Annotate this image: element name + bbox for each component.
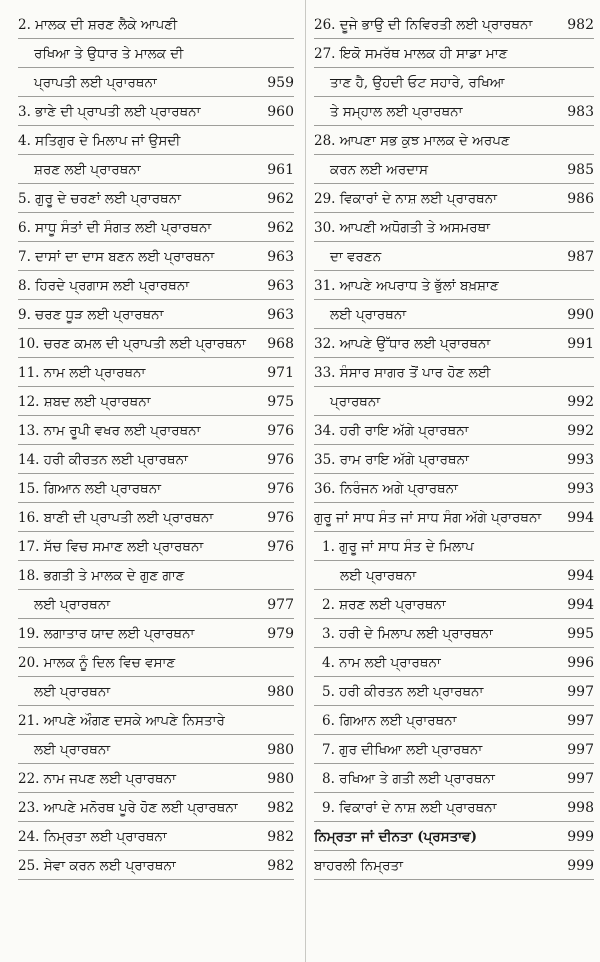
toc-entry-title: 21. ਆਪਣੇ ਔਗਣ ਦਸਕੇ ਆਪਣੇ ਨਿਸਤਾਰੇ (18, 713, 225, 729)
toc-page-number: 962 (267, 191, 294, 207)
toc-line (314, 561, 594, 590)
toc-entry (314, 590, 594, 619)
toc-line (314, 126, 594, 155)
toc-entry-title: 2. ਸ਼ਰਣ ਲਈ ਪ੍ਰਾਰਥਨਾ (322, 597, 446, 613)
toc-page-number: 980 (267, 742, 294, 758)
toc-line (314, 213, 594, 242)
toc-entry-title: 29. ਵਿਕਾਰਾਂ ਦੇ ਨਾਸ਼ ਲਈ ਪ੍ਰਾਰਥਨਾ (314, 191, 498, 207)
toc-page-number: 980 (267, 771, 294, 787)
toc-page-number: 976 (267, 539, 294, 555)
toc-line (18, 677, 294, 706)
toc-entry-title: ਕਰਨ ਲਈ ਅਰਦਾਸ (330, 162, 429, 178)
toc-page-number: 995 (567, 626, 594, 642)
toc-left-column (18, 10, 294, 880)
toc-entry (314, 619, 594, 648)
toc-entry-title: 20. ਮਾਲਕ ਨੂੰ ਦਿਲ ਵਿਚ ਵਸਾਣ (18, 655, 176, 671)
toc-entry-title: 28. ਆਪਣਾ ਸਭ ਕੁਝ ਮਾਲਕ ਦੇ ਅਰਪਣ (314, 133, 510, 149)
toc-entry (18, 387, 294, 416)
toc-line (18, 648, 294, 677)
toc-page-number: 996 (567, 655, 594, 671)
toc-entry-title: 30. ਆਪਣੀ ਅਧੋਗਤੀ ਤੇ ਅਸਮਰਥਾ (314, 220, 491, 236)
toc-entry-title: 8. ਰਖਿਆ ਤੇ ਗਤੀ ਲਈ ਪ੍ਰਾਰਥਨਾ (322, 771, 495, 787)
toc-entry-title: 7. ਗੁਰ ਦੀਖਿਆ ਲਈ ਪ੍ਰਾਰਥਨਾ (322, 742, 483, 758)
toc-page-number: 985 (567, 162, 594, 178)
toc-entry-title: ਲਈ ਪ੍ਰਾਰਥਨਾ (34, 597, 111, 613)
toc-entry-title: 6. ਸਾਧੂ ਸੰਤਾਂ ਦੀ ਸੰਗਤ ਲਈ ਪ੍ਰਾਰਥਨਾ (18, 220, 212, 236)
toc-page-number: 971 (267, 365, 294, 381)
toc-entry-title: 15. ਗਿਆਨ ਲਈ ਪ੍ਰਾਰਥਨਾ (18, 481, 162, 497)
toc-entry-title: 22. ਨਾਮ ਜਪਣ ਲਈ ਪ੍ਰਾਰਥਨਾ (18, 771, 176, 787)
toc-line (314, 793, 594, 822)
toc-entry (18, 822, 294, 851)
toc-line (314, 387, 594, 416)
toc-entry-title: 7. ਦਾਸਾਂ ਦਾ ਦਾਸ ਬਣਨ ਲਈ ਪ੍ਰਾਰਥਨਾ (18, 249, 215, 265)
toc-entry-title: 3. ਹਰੀ ਦੇ ਮਿਲਾਪ ਲਈ ਪ੍ਰਾਰਥਨਾ (322, 626, 493, 642)
toc-entry-title: 18. ਭਗਤੀ ਤੇ ਮਾਲਕ ਦੇ ਗੁਣ ਗਾਣ (18, 568, 185, 584)
toc-entry-title: ਪ੍ਰਾਰਥਨਾ (330, 394, 381, 410)
toc-line (18, 10, 294, 39)
toc-entry-title: 6. ਗਿਆਨ ਲਈ ਪ੍ਰਾਰਥਨਾ (322, 713, 457, 729)
toc-line (314, 416, 594, 445)
toc-entry-title: 33. ਸੰਸਾਰ ਸਾਗਰ ਤੋਂ ਪਾਰ ਹੋਣ ਲਈ (314, 365, 491, 381)
toc-line (18, 561, 294, 590)
toc-page-number: 994 (567, 568, 594, 584)
toc-line (314, 677, 594, 706)
toc-entry-title: 8. ਹਿਰਦੇ ਪ੍ਰਗਾਸ ਲਈ ਪ੍ਰਾਰਥਨਾ (18, 278, 190, 294)
toc-line (18, 126, 294, 155)
toc-entry-title: ਤਾਣ ਹੈ, ਉਹਦੀ ਓਟ ਸਹਾਰੇ, ਰਖਿਆ (330, 75, 505, 91)
toc-page-number: 977 (267, 597, 294, 613)
toc-entry-title: 26. ਦੂਜੇ ਭਾਉ ਦੀ ਨਿਵਿਰਤੀ ਲਈ ਪ੍ਰਾਰਥਨਾ (314, 17, 533, 33)
toc-entry-title: ਦਾ ਵਰਣਨ (330, 249, 382, 265)
toc-entry (314, 793, 594, 822)
toc-entry-title: ਤੇ ਸਮ੍ਹਾਲ ਲਈ ਪ੍ਰਾਰਥਨਾ (330, 104, 463, 120)
toc-entry-title: 25. ਸੇਵਾ ਕਰਨ ਲਈ ਪ੍ਰਾਰਥਨਾ (18, 858, 176, 874)
toc-entry-title: ਲਈ ਪ੍ਰਾਰਥਨਾ (34, 742, 111, 758)
toc-line (314, 619, 594, 648)
toc-line (18, 445, 294, 474)
toc-line (18, 416, 294, 445)
toc-entry (18, 619, 294, 648)
toc-entry-title: ਰਖਿਆ ਤੇ ਉਧਾਰ ਤੇ ਮਾਲਕ ਦੀ (34, 46, 184, 62)
toc-entry (314, 358, 594, 416)
toc-page-number: 980 (267, 684, 294, 700)
toc-line (314, 68, 594, 97)
toc-entry (18, 271, 294, 300)
toc-entry (18, 213, 294, 242)
toc-entry (18, 126, 294, 184)
toc-entry (314, 677, 594, 706)
toc-line (314, 590, 594, 619)
toc-entry (18, 706, 294, 764)
toc-page-number: 963 (267, 278, 294, 294)
toc-entry-title: 35. ਰਾਮ ਰਾਇ ਅੱਗੇ ਪ੍ਰਾਰਥਨਾ (314, 452, 469, 468)
toc-line (314, 851, 594, 880)
toc-page-number: 982 (567, 17, 594, 33)
toc-line (18, 300, 294, 329)
toc-page-number: 987 (567, 249, 594, 265)
toc-page-number: 990 (567, 307, 594, 323)
toc-line (314, 329, 594, 358)
toc-page-number: 986 (567, 191, 594, 207)
toc-line (314, 735, 594, 764)
toc-line (18, 822, 294, 851)
toc-entry-title: ਗੁਰੂ ਜਾਂ ਸਾਧ ਸੰਤ ਜਾਂ ਸਾਧ ਸੰਗ ਅੱਗੇ ਪ੍ਰਾਰਥਨਾ (314, 510, 542, 526)
toc-entry (314, 735, 594, 764)
toc-entry-title: ਪ੍ਰਾਪਤੀ ਲਈ ਪ੍ਰਾਰਥਨਾ (34, 75, 157, 91)
toc-page-number: 976 (267, 423, 294, 439)
toc-entry-title: 12. ਸ਼ਬਦ ਲਈ ਪ੍ਰਾਰਥਨਾ (18, 394, 151, 410)
toc-entry (18, 300, 294, 329)
toc-entry (18, 851, 294, 880)
toc-entry (18, 648, 294, 706)
toc-entry (314, 706, 594, 735)
toc-entry (314, 851, 594, 880)
toc-entry (314, 474, 594, 503)
toc-line (18, 358, 294, 387)
toc-entry-title: 1. ਗੁਰੂ ਜਾਂ ਸਾਧ ਸੰਤ ਦੇ ਮਿਲਾਪ (322, 539, 474, 555)
toc-line (314, 445, 594, 474)
toc-line (314, 155, 594, 184)
toc-entry (18, 10, 294, 97)
toc-entry (18, 242, 294, 271)
toc-entry (18, 416, 294, 445)
toc-entry-title: ਲਈ ਪ੍ਰਾਰਥਨਾ (330, 307, 407, 323)
toc-page-number: 997 (567, 771, 594, 787)
toc-page-number: 994 (567, 597, 594, 613)
toc-entry (314, 39, 594, 126)
toc-entry-title: 14. ਹਰੀ ਕੀਰਤਨ ਲਈ ਪ੍ਰਾਰਥਨਾ (18, 452, 188, 468)
toc-page-number: 975 (267, 394, 294, 410)
toc-line (314, 184, 594, 213)
toc-entry-title: 3. ਭਾਣੇ ਦੀ ਪ੍ਰਾਪਤੀ ਲਈ ਪ੍ਰਾਰਥਨਾ (18, 104, 201, 120)
toc-entry (314, 126, 594, 184)
toc-entry-title: 19. ਲਗਾਤਾਰ ਯਾਦ ਲਈ ਪ੍ਰਾਰਥਨਾ (18, 626, 195, 642)
toc-entry-title: 16. ਬਾਣੀ ਦੀ ਪ੍ਰਾਪਤੀ ਲਈ ਪ੍ਰਾਰਥਨਾ (18, 510, 214, 526)
toc-entry (18, 184, 294, 213)
toc-page-number: 982 (267, 858, 294, 874)
toc-entry (18, 358, 294, 387)
toc-entry (314, 10, 594, 39)
toc-line (18, 68, 294, 97)
toc-entry-title: ਸ਼ਰਣ ਲਈ ਪ੍ਰਾਰਥਨਾ (34, 162, 141, 178)
toc-entry-title: 31. ਆਪਣੇ ਅਪਰਾਧ ਤੇ ਭੁੱਲਾਂ ਬਖ਼ਸ਼ਾਣ (314, 278, 499, 294)
toc-entry (314, 503, 594, 532)
toc-line (18, 242, 294, 271)
toc-line (314, 97, 594, 126)
toc-page-number: 976 (267, 510, 294, 526)
toc-entry (314, 764, 594, 793)
toc-entry-title: 5. ਹਰੀ ਕੀਰਤਨ ਲਈ ਪ੍ਰਾਰਥਨਾ (322, 684, 484, 700)
toc-entry (18, 474, 294, 503)
toc-entry-title: 5. ਗੁਰੂ ਦੇ ਚਰਣਾਂ ਲਈ ਪ੍ਰਾਰਥਨਾ (18, 191, 181, 207)
toc-line (18, 851, 294, 880)
toc-line (18, 764, 294, 793)
toc-line (18, 590, 294, 619)
toc-line (18, 387, 294, 416)
toc-line (18, 619, 294, 648)
toc-entry-title: 4. ਨਾਮ ਲਈ ਪ੍ਰਾਰਥਨਾ (322, 655, 441, 671)
toc-entry-title: 9. ਚਰਣ ਧੂੜ ਲਈ ਪ੍ਰਾਰਥਨਾ (18, 307, 164, 323)
toc-entry (18, 532, 294, 561)
toc-line (18, 329, 294, 358)
toc-line (18, 155, 294, 184)
toc-entry (314, 822, 594, 851)
toc-page-number: 963 (267, 249, 294, 265)
toc-page-number: 982 (267, 800, 294, 816)
toc-page-number: 968 (267, 336, 294, 352)
toc-page-number: 976 (267, 452, 294, 468)
toc-line (18, 39, 294, 68)
toc-line (314, 474, 594, 503)
toc-entry (314, 213, 594, 271)
toc-page-number: 962 (267, 220, 294, 236)
toc-page-number: 961 (267, 162, 294, 178)
toc-page-number: 976 (267, 481, 294, 497)
toc-line (18, 184, 294, 213)
toc-line (18, 793, 294, 822)
toc-line (314, 764, 594, 793)
toc-entry-title: 11. ਨਾਮ ਲਈ ਪ੍ਰਾਰਥਨਾ (18, 365, 146, 381)
toc-page-number: 983 (567, 104, 594, 120)
toc-page-number: 994 (567, 510, 594, 526)
toc-entry-title: 2. ਮਾਲਕ ਦੀ ਸ਼ਰਣ ਲੈਕੇ ਆਪਣੀ (18, 17, 178, 33)
toc-entry (18, 503, 294, 532)
toc-page-number: 993 (567, 452, 594, 468)
toc-line (18, 271, 294, 300)
toc-entry (18, 445, 294, 474)
toc-line (18, 97, 294, 126)
toc-entry-title: ਲਈ ਪ੍ਰਾਰਥਨਾ (340, 568, 417, 584)
toc-page-number: 997 (567, 742, 594, 758)
toc-page-number: 999 (567, 858, 594, 874)
toc-line (18, 474, 294, 503)
toc-entry (314, 416, 594, 445)
toc-right-column (314, 10, 594, 880)
toc-line (18, 706, 294, 735)
toc-line (314, 822, 594, 851)
toc-entry-title: 23. ਆਪਣੇ ਮਨੋਰਥ ਪੂਰੇ ਹੋਣ ਲਈ ਪ੍ਰਾਰਥਨਾ (18, 800, 238, 816)
toc-entry-title: ਲਈ ਪ੍ਰਾਰਥਨਾ (34, 684, 111, 700)
toc-line (314, 10, 594, 39)
toc-line (314, 532, 594, 561)
toc-entry (314, 271, 594, 329)
toc-entry (314, 532, 594, 590)
toc-page-number: 999 (567, 829, 594, 845)
toc-line (314, 503, 594, 532)
toc-page-number: 998 (567, 800, 594, 816)
toc-entry-title: 36. ਨਿਰੰਜਨ ਅਗੇ ਪ੍ਰਾਰਥਨਾ (314, 481, 458, 497)
toc-entry-title: 27. ਇਕੋ ਸਮਰੱਥ ਮਾਲਕ ਹੀ ਸਾਡਾ ਮਾਣ (314, 46, 508, 62)
toc-line (314, 242, 594, 271)
toc-entry (18, 561, 294, 619)
toc-entry (314, 184, 594, 213)
toc-line (18, 735, 294, 764)
toc-entry-title: 32. ਆਪਣੇ ਉੱਧਾਰ ਲਈ ਪ੍ਰਾਰਥਨਾ (314, 336, 491, 352)
column-divider (305, 0, 306, 962)
toc-page-number: 991 (567, 336, 594, 352)
toc-entry (314, 329, 594, 358)
toc-entry (314, 445, 594, 474)
toc-entry-title: 13. ਨਾਮ ਰੂਪੀ ਵਖਰ ਲਈ ਪ੍ਰਾਰਥਨਾ (18, 423, 201, 439)
toc-entry-title: 9. ਵਿਕਾਰਾਂ ਦੇ ਨਾਸ਼ ਲਈ ਪ੍ਰਾਰਥਨਾ (322, 800, 497, 816)
toc-line (18, 213, 294, 242)
toc-page-number: 960 (267, 104, 294, 120)
toc-entry-title: 10. ਚਰਣ ਕਮਲ ਦੀ ਪ੍ਰਾਪਤੀ ਲਈ ਪ੍ਰਾਰਥਨਾ (18, 336, 246, 352)
toc-page-number: 963 (267, 307, 294, 323)
toc-line (18, 503, 294, 532)
toc-entry-title: 34. ਹਰੀ ਰਾਇ ਅੱਗੇ ਪ੍ਰਾਰਥਨਾ (314, 423, 469, 439)
toc-line (314, 271, 594, 300)
toc-entry (18, 97, 294, 126)
toc-page-number: 959 (267, 75, 294, 91)
toc-entry (18, 793, 294, 822)
toc-entry-title: 4. ਸਤਿਗੁਰ ਦੇ ਮਿਲਾਪ ਜਾਂ ਉਸਦੀ (18, 133, 181, 149)
toc-line (314, 648, 594, 677)
toc-page-number: 997 (567, 713, 594, 729)
toc-entry-title: 24. ਨਿਮ੍ਰਤਾ ਲਈ ਪ੍ਰਾਰਥਨਾ (18, 829, 167, 845)
toc-line (314, 39, 594, 68)
toc-entry (314, 648, 594, 677)
toc-page-number: 992 (567, 423, 594, 439)
toc-page-number: 997 (567, 684, 594, 700)
toc-line (18, 532, 294, 561)
toc-entry-title: 17. ਸੱਚ ਵਿਚ ਸਮਾਣ ਲਈ ਪ੍ਰਾਰਥਨਾ (18, 539, 204, 555)
toc-entry-title: ਬਾਹਰਲੀ ਨਿਮ੍ਰਤਾ (314, 858, 403, 874)
toc-page-number: 979 (267, 626, 294, 642)
toc-line (314, 706, 594, 735)
toc-entry (18, 764, 294, 793)
toc-entry (18, 329, 294, 358)
toc-page-number: 993 (567, 481, 594, 497)
toc-page-number: 992 (567, 394, 594, 410)
toc-page-number: 982 (267, 829, 294, 845)
toc-line (314, 358, 594, 387)
toc-line (314, 300, 594, 329)
toc-entry-title: ਨਿਮ੍ਰਤਾ ਜਾਂ ਦੀਨਤਾ (ਪ੍ਰਸਤਾਵ) (314, 829, 478, 845)
